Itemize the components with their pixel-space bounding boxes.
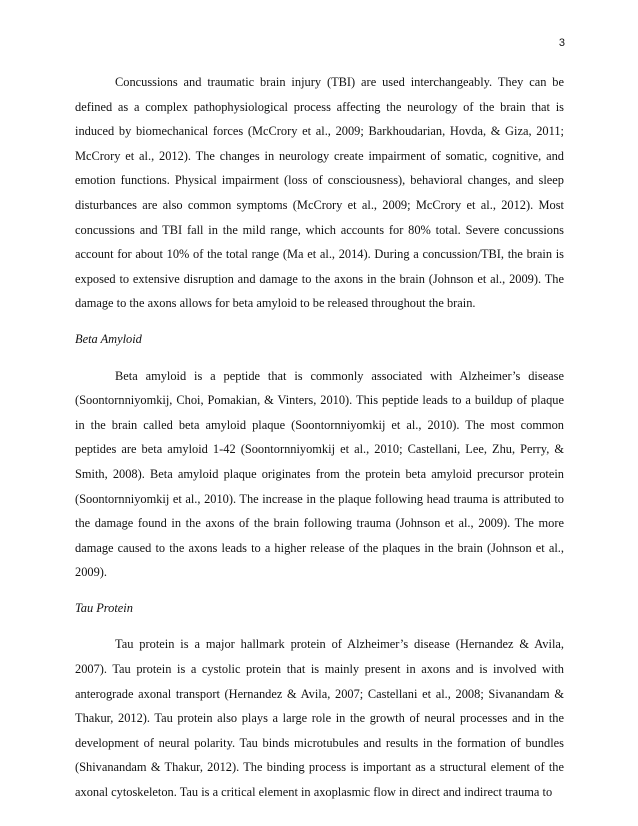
document-body [75, 70, 564, 805]
beta-amyloid-paragraph: Beta amyloid is a peptide that is commonly associated with Alzheimer’s disease (Soontornniyomkij, Choi, Pomakian, & Vinters, 2010). This peptide leads to a buildup of plaque in the brain called beta amyloid plaque (Soontornniyomkij et al., 2010). The most common peptides are beta amyloid 1-42 (Soontornniyomkij et al., 2010; Castellani, Lee, Zhu, Perry, & Smith, 2008). Beta amyloid plaque originates from the protein beta amyloid precursor protein (Soontornniyomkij et al., 2010). The increase in the plaque following head trauma is attributed to the damage found in the axons of the brain following trauma (Johnson et al., 2009). The more damage caused to the axons leads to a higher release of the plaques in the brain (Johnson et al., 2009). [75, 368, 564, 580]
section-heading-tau-protein: Tau Protein [75, 600, 133, 615]
intro-paragraph: Concussions and traumatic brain injury (TBI) are used interchangeably. They can be defined as a complex pathophysiological process affecting the neurology of the brain that is induced by biomechanical forces (McCrory et al., 2009; Barkhoudarian, Hovda, & Giza, 2011; McCrory et al., 2012). The changes in neurology create impairment of somatic, cognitive, and emotion functions. Physical impairment (loss of consciousness), behavioral changes, and sleep disturbances are also common symptoms (McCrory et al., 2009; McCrory et al., 2012). Most concussions and TBI fall in the mild range, which accounts for 80% total. Severe concussions account for about 10% of the total range (Ma et al., 2014). During a concussion/TBI, the brain is exposed to extensive disruption and damage to the axons in the brain (Johnson et al., 2009). The damage to the axons allows for beta amyloid to be released throughout the brain. [75, 75, 564, 311]
page-number: 3 [558, 37, 565, 49]
tau-protein-paragraph: Tau protein is a major hallmark protein of Alzheimer’s disease (Hernandez & Avila, 2007). Tau protein is a cystolic protein that is mainly present in axons and is involved with anterograde axonal transport (Hernandez & Avila, 2007; Castellani et al., 2008; Sivanandam & Thakur, 2012). Tau protein also plays a large role in the growth of neural processes and in the development of neural polarity. Tau binds microtubules and results in the formation of bundles (Shivanandam & Thakur, 2012). The binding process is important as a structural element of the axonal cytoskeleton. Tau is a critical element in axoplasmic flow in direct and indirect trauma to [75, 637, 564, 800]
section-heading-beta-amyloid: Beta Amyloid [75, 331, 142, 346]
